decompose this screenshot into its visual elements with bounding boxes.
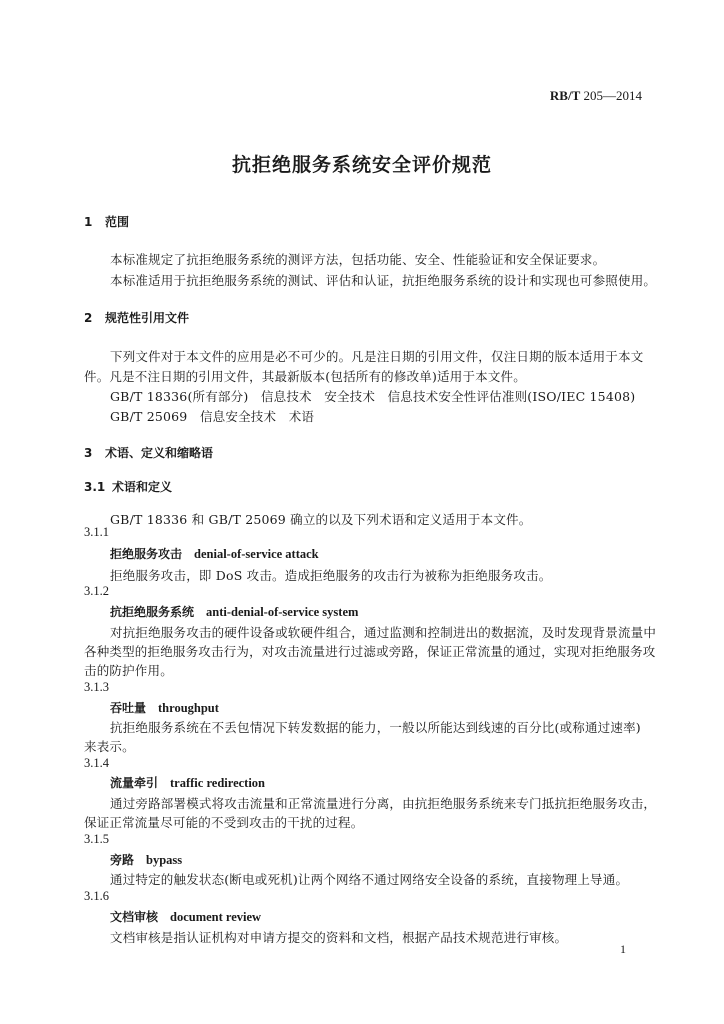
term-heading [110, 545, 319, 562]
term-definition: 来表示。 [84, 739, 135, 754]
term-english: traffic redirection [170, 776, 265, 790]
term-heading [110, 774, 265, 791]
normative-reference-2: GB/T 25069 信息安全技术 术语 [110, 409, 315, 424]
term-chinese: 流量牵引 [110, 776, 159, 790]
term-number: 3.1.6 [84, 889, 109, 903]
section-number: 3 [84, 446, 93, 460]
term-definition: 保证正常流量尽可能的不受到攻击的干扰的过程。 [84, 815, 364, 830]
term-definition: 文档审核是指认证机构对申请方提交的资料和文档，根据产品技术规范进行审核。 [110, 930, 568, 945]
section-2-paragraph-line-1: 下列文件对于本文件的应用是必不可少的。凡是注日期的引用文件，仅注日期的版本适用于本文 [110, 349, 644, 364]
section-1-heading [84, 213, 129, 230]
term-number: 3.1.4 [84, 756, 109, 770]
section-title: 术语和定义 [112, 480, 173, 494]
term-chinese: 抗拒绝服务系统 [110, 605, 195, 619]
normative-reference-1: GB/T 18336(所有部分) 信息技术 安全技术 信息技术安全性评估准则(ISO/IEC 15408) [110, 389, 636, 404]
page-number: 1 [620, 942, 626, 956]
standard-code [550, 88, 642, 104]
section-2-paragraph-line-2: 件。凡是不注日期的引用文件，其最新版本(包括所有的修改单)适用于本文件。 [84, 369, 526, 384]
term-definition: 各种类型的拒绝服务攻击行为，对攻击流量进行过滤或旁路，保证正常流量的通过，实现对拒绝服务攻 [84, 644, 656, 659]
section-3-heading [84, 444, 213, 461]
term-definition: 抗拒绝服务系统在不丢包情况下转发数据的能力，一般以所能达到线速的百分比(或称通过速率) [110, 720, 641, 735]
term-definition: 击的防护作用。 [84, 663, 173, 678]
term-heading [110, 851, 182, 868]
term-chinese: 文档审核 [110, 910, 159, 924]
term-heading [110, 603, 358, 620]
term-number: 3.1.5 [84, 832, 109, 846]
term-number: 3.1.2 [84, 584, 109, 598]
section-1-paragraph-2: 本标准适用于抗拒绝服务系统的测试、评估和认证，抗拒绝服务系统的设计和实现也可参照使用。 [110, 273, 657, 288]
section-number: 1 [84, 215, 93, 229]
term-definition: 对抗拒绝服务攻击的硬件设备或软硬件组合，通过监测和控制进出的数据流，及时发现背景流量中 [110, 625, 657, 640]
term-english: bypass [146, 853, 183, 867]
term-definition: 拒绝服务攻击，即 DoS 攻击。造成拒绝服务的攻击行为被称为拒绝服务攻击。 [110, 568, 552, 583]
term-chinese: 拒绝服务攻击 [110, 547, 183, 561]
term-definition: 通过特定的触发状态(断电或死机)让两个网络不通过网络安全设备的系统，直接物理上导通。 [110, 872, 629, 887]
section-2-heading [84, 309, 189, 326]
section-title: 术语、定义和缩略语 [105, 446, 214, 460]
standard-number: 205—2014 [580, 88, 642, 103]
term-english: throughput [158, 701, 219, 715]
term-number: 3.1.1 [84, 525, 109, 539]
term-definition: 通过旁路部署模式将攻击流量和正常流量进行分离，由抗拒绝服务系统来专门抵抗拒绝服务攻击， [110, 796, 657, 811]
term-heading [110, 699, 219, 716]
term-number: 3.1.3 [84, 680, 109, 694]
section-title: 范围 [105, 215, 130, 229]
section-3-1-heading [84, 478, 172, 495]
section-number: 2 [84, 311, 93, 325]
section-1-paragraph-1: 本标准规定了抗拒绝服务系统的测评方法，包括功能、安全、性能验证和安全保证要求。 [110, 252, 606, 267]
terms-intro: GB/T 18336 和 GB/T 25069 确立的以及下列术语和定义适用于本文件。 [110, 512, 532, 527]
term-heading [110, 908, 261, 925]
section-title: 规范性引用文件 [105, 311, 190, 325]
term-english: anti-denial-of-service system [206, 605, 359, 619]
term-english: denial-of-service attack [194, 547, 319, 561]
section-number: 3.1 [84, 480, 106, 494]
term-english: document review [170, 910, 262, 924]
document-title: 抗拒绝服务系统安全评价规范 [231, 154, 492, 176]
term-chinese: 吞吐量 [110, 701, 147, 715]
standard-prefix: RB/T [549, 88, 581, 103]
term-chinese: 旁路 [110, 853, 135, 867]
